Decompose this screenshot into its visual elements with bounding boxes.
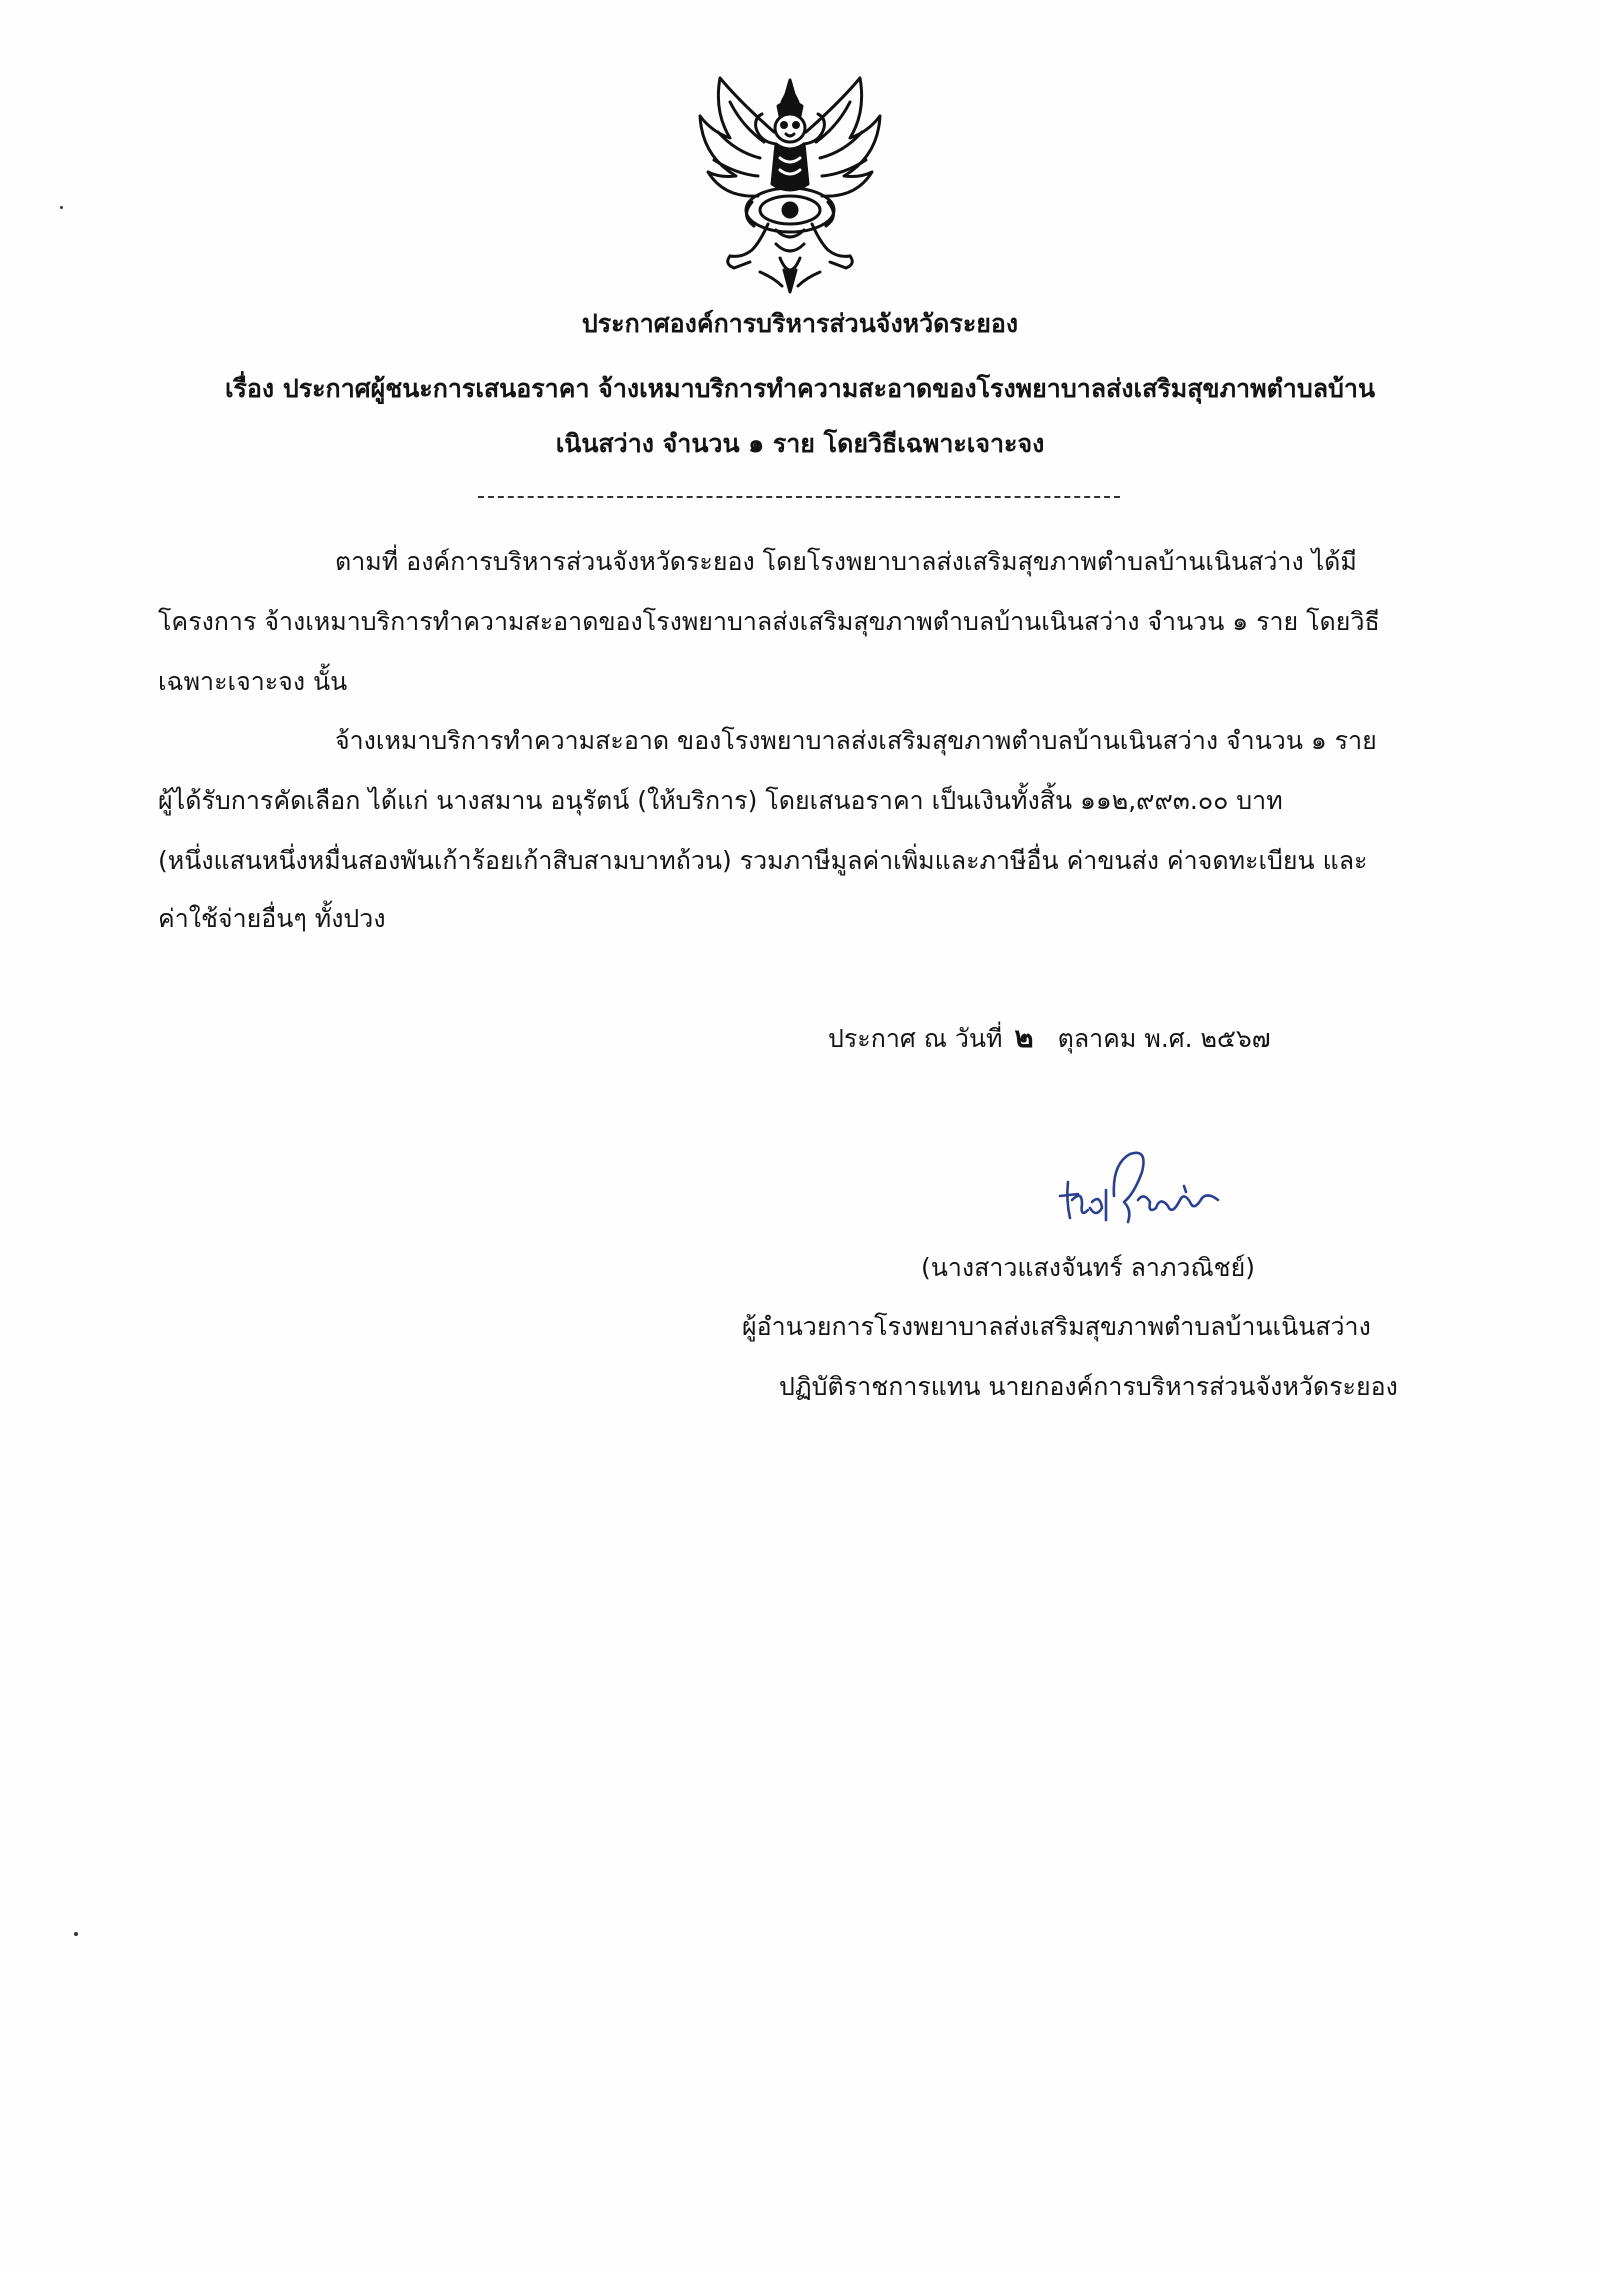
announcement-title: ประกาศองค์การบริหารส่วนจังหวัดระยอง: [581, 309, 1019, 338]
dashed-separator: [478, 496, 1120, 498]
paragraph-2-line: ผู้ได้รับการคัดเลือก ได้แก่ นางสมาน อนุรัตน์ (ให้บริการ) โดยเสนอราคา เป็นเงินทั้งสิ้น ๑๑๒,๙๙๓.๐๐ บาท: [158, 786, 1283, 815]
scan-speck: [60, 206, 63, 209]
subject-line: เรื่อง ประกาศผู้ชนะการเสนอราคา จ้างเหมาบริการทำความสะอาดของโรงพยาบาลส่งเสริมสุขภาพตำบลบ้าน: [224, 374, 1376, 403]
signatory-name: (นางสาวแสงจันทร์ ลาภวณิชย์): [921, 1253, 1256, 1282]
subject-line-continued: เนินสว่าง จำนวน ๑ ราย โดยวิธีเฉพาะเจาะจง: [555, 429, 1045, 458]
handwritten-signature: [1052, 1138, 1232, 1234]
signatory-position: ผู้อำนวยการโรงพยาบาลส่งเสริมสุขภาพตำบลบ้านเนินสว่าง: [742, 1312, 1371, 1341]
date-month-year: ตุลาคม พ.ศ. ๒๕๖๗: [1057, 1024, 1271, 1053]
date-day: ๒: [1014, 1020, 1034, 1054]
paragraph-2-line: (หนึ่งแสนหนึ่งหมื่นสองพันเก้าร้อยเก้าสิบสามบาทถ้วน) รวมภาษีมูลค่าเพิ่มและภาษีอื่น ค่าขนส่ง ค่าจดทะเบียน และ: [158, 846, 1368, 875]
garuda-emblem-icon: [690, 72, 890, 302]
paragraph-2-line: ค่าใช้จ่ายอื่นๆ ทั้งปวง: [158, 904, 386, 933]
paragraph-1-line: โครงการ จ้างเหมาบริการทำความสะอาดของโรงพยาบาลส่งเสริมสุขภาพตำบลบ้านเนินสว่าง จำนวน ๑ ราย โดยวิธี: [158, 607, 1380, 636]
paragraph-1-line: เฉพาะเจาะจง นั้น: [158, 667, 348, 696]
paragraph-1-line: ตามที่ องค์การบริหารส่วนจังหวัดระยอง โดยโรงพยาบาลส่งเสริมสุขภาพตำบลบ้านเนินสว่าง ได้มี: [335, 547, 1357, 576]
date-prefix: ประกาศ ณ วันที่: [828, 1024, 1003, 1053]
announcement-date: [828, 1018, 1271, 1058]
scan-speck: [74, 1932, 78, 1936]
signatory-acting-position: ปฏิบัติราชการแทน นายกองค์การบริหารส่วนจังหวัดระยอง: [779, 1372, 1398, 1401]
paragraph-2-line: จ้างเหมาบริการทำความสะอาด ของโรงพยาบาลส่งเสริมสุขภาพตำบลบ้านเนินสว่าง จำนวน ๑ ราย: [335, 726, 1377, 755]
